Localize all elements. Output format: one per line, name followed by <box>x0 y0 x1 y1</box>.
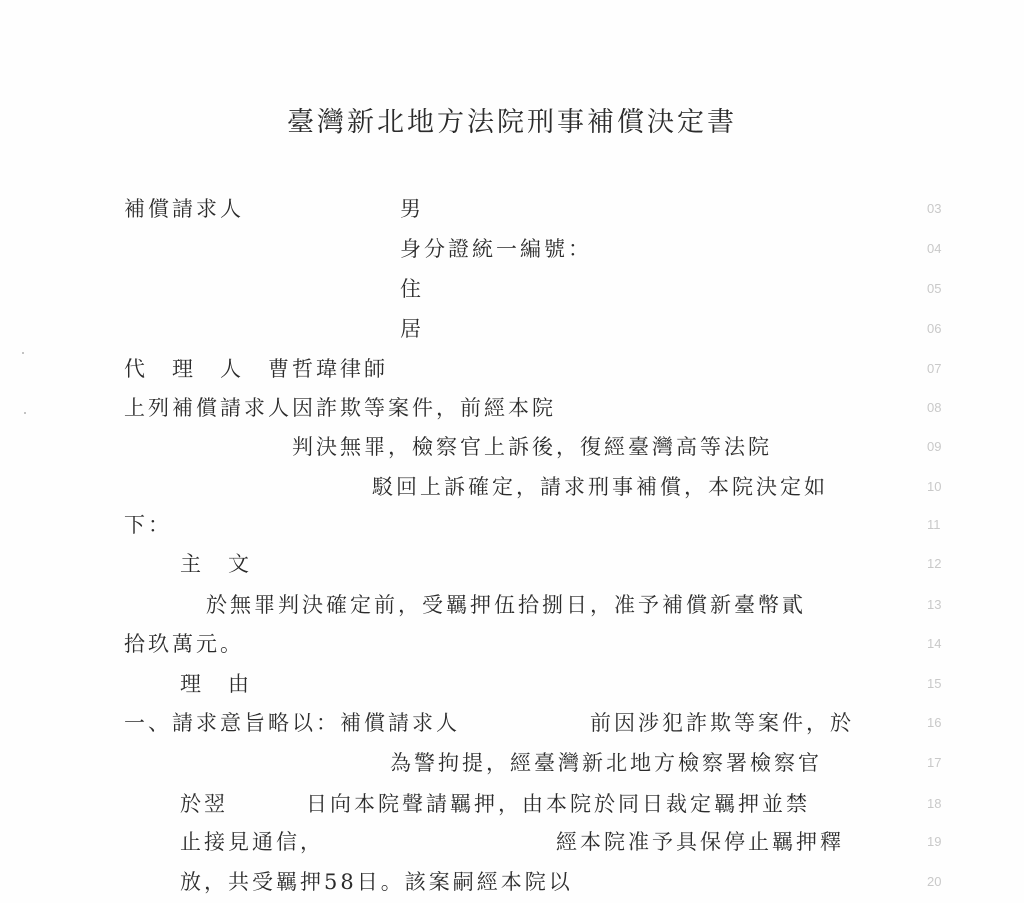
claimant-dwelling-label: 居 <box>400 317 424 341</box>
line-number: 14 <box>927 636 942 651</box>
section-heading-main: 主 文 <box>180 552 252 576</box>
line-number: 06 <box>927 321 942 336</box>
body-line: 下： <box>124 513 172 537</box>
reasons-line: 止接見通信， <box>180 830 324 854</box>
scan-speck <box>22 352 24 354</box>
reasons-line: 前因涉犯詐欺等案件，於 <box>590 711 854 735</box>
line-number: 04 <box>927 241 942 256</box>
line-number: 19 <box>927 834 942 849</box>
line-number: 20 <box>927 874 942 889</box>
line-number: 07 <box>927 361 942 376</box>
line-number: 16 <box>927 715 942 730</box>
reasons-line: 日向本院聲請羈押，由本院於同日裁定羈押並禁 <box>306 792 810 816</box>
line-number: 15 <box>927 676 942 691</box>
reasons-line: 一、請求意旨略以：補償請求人 <box>124 711 460 735</box>
line-number: 12 <box>927 556 942 571</box>
reasons-line: 於翌 <box>180 792 228 816</box>
line-number: 03 <box>927 201 942 216</box>
line-number: 17 <box>927 755 942 770</box>
claimant-residence-label: 住 <box>400 277 424 301</box>
line-number: 08 <box>927 400 942 415</box>
body-line: 駁回上訴確定，請求刑事補償，本院決定如 <box>372 475 828 499</box>
line-number: 10 <box>927 479 942 494</box>
line-number: 11 <box>927 517 941 532</box>
line-number: 05 <box>927 281 942 296</box>
document-title: 臺灣新北地方法院刑事補償決定書 <box>287 107 737 138</box>
line-number: 13 <box>927 597 942 612</box>
body-line: 判決無罪，檢察官上訴後，復經臺灣高等法院 <box>292 435 772 459</box>
claimant-gender: 男 <box>400 197 424 221</box>
reasons-line: 為警拘提，經臺灣新北地方檢察署檢察官 <box>390 751 822 775</box>
main-text-line: 拾玖萬元。 <box>124 632 244 656</box>
line-number: 09 <box>927 439 942 454</box>
body-line: 上列補償請求人因詐欺等案件，前經本院 <box>124 396 556 420</box>
claimant-label: 補償請求人 <box>124 197 244 221</box>
scan-speck <box>24 412 26 414</box>
line-number: 18 <box>927 796 942 811</box>
section-heading-reasons: 理 由 <box>180 672 252 696</box>
reasons-line: 放，共受羈押58日。該案嗣經本院以 <box>180 870 573 894</box>
reasons-line: 經本院准予具保停止羈押釋 <box>556 830 844 854</box>
main-text-line: 於無罪判決確定前，受羈押伍拾捌日，准予補償新臺幣貳 <box>206 593 806 617</box>
claimant-id-label: 身分證統一編號： <box>400 237 592 261</box>
agent-line: 代 理 人 曹哲瑋律師 <box>124 357 388 381</box>
